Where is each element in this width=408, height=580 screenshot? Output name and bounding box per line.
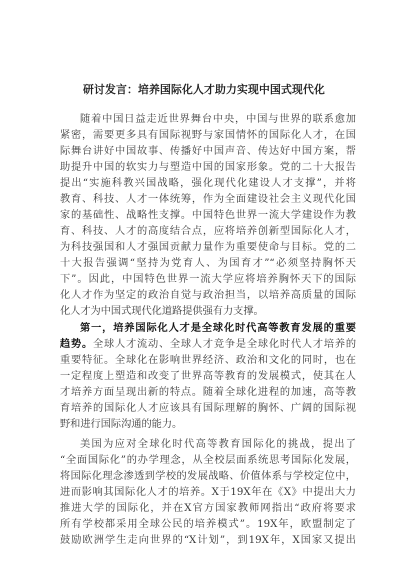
paragraph-line: 助提升中国的软实力与塑造中国的国家形象。党的二十大报告: [60, 162, 356, 173]
document-body: [60, 112, 356, 549]
paragraph-3: [60, 437, 356, 549]
paragraph-line: 随着中国日益走近世界舞台中央，中国与世界的联系愈加: [80, 114, 356, 125]
paragraph-line: “全面国际化”的办学理念，从全校层面系统思考国际化发展，: [60, 455, 356, 466]
paragraph-line: 推进大学的国际化，并在X官方国家教师网指出“政府将要求: [60, 503, 356, 514]
paragraph-line: 进而影响其国际化人才的培养。X于19X年在《X》中提出大力: [60, 487, 356, 498]
paragraph-line: 美国为应对全球化时代高等教育国际化的挑战，提出了: [80, 439, 356, 450]
paragraph-line: 十大报告强调“坚持为党育人、为国育才”“必须坚持胸怀天: [60, 258, 356, 269]
paragraph-line: 重要特征。全球化在影响世界经济、政治和文化的同时，也在: [60, 355, 356, 366]
paragraph-line: 提出“实施科教兴国战略，强化现代化建设人才支撑”，并将: [60, 178, 356, 189]
paragraph-line: 下”。因此，中国特色世界一流大学应将培养胸怀天下的国际: [60, 274, 356, 285]
paragraph-line: 育培养的国际化人才应该具有国际理解的胸怀、广阔的国际视: [60, 403, 356, 414]
paragraph-line: 鼓励欧洲学生走向世界的“X计划”，到19X年，X国家又提出: [60, 535, 356, 546]
paragraph-line: 紧密，需要更多具有国际视野与家国情怀的国际化人才，在国: [60, 130, 356, 141]
paragraph-line: 育、科技、人才的高度结合点，应将培养创新型国际化人才，: [60, 226, 356, 237]
section-heading-tail: 趋势。: [60, 338, 93, 350]
paragraph-line: 才培养方面呈现出新的特点。随着全球化进程的加速，高等教: [60, 387, 356, 398]
paragraph-line: 家的基础性、战略性支撑。中国特色世界一流大学建设作为教: [60, 210, 356, 221]
section-heading-line: 第一，培养国际化人才是全球化时代高等教育发展的重要: [80, 322, 356, 334]
paragraph-1: [60, 112, 356, 320]
paragraph-2: [60, 320, 356, 433]
paragraph-line: 为科技强国和人才强国贡献力量作为重要使命与目标。党的二: [60, 242, 356, 253]
paragraph-line: 野和进行国际沟通的能力。: [60, 419, 183, 430]
paragraph-line: [60, 336, 356, 353]
paragraph-line-text: 全球人才流动、全球人才竞争是全球化时代人才培养的: [92, 339, 356, 350]
paragraph-line: 际舞台讲好中国故事、传播好中国声音、传达好中国方案，帮: [60, 146, 356, 157]
paragraph-line: 所有学校都采用全球公民的培养模式”。19X年，欧盟制定了: [60, 519, 356, 530]
paragraph-line: 教育、科技、人才一体统筹，作为全面建设社会主义现代化国: [60, 194, 356, 205]
paragraph-line: 化人才作为坚定的政治自觉与政治担当，以培养高质量的国际: [60, 290, 356, 301]
paragraph-line: 一定程度上塑造和改变了世界高等教育的发展模式，使其在人: [60, 371, 356, 382]
paragraph-line: 将国际化理念渗透到学校的发展战略、价值体系与学校定位中，: [60, 471, 356, 482]
document-title: 研讨发言：培养国际化人才助力实现中国式现代化: [83, 83, 325, 96]
paragraph-line: 化人才为中国式现代化道路提供强有力支撑。: [60, 306, 264, 317]
